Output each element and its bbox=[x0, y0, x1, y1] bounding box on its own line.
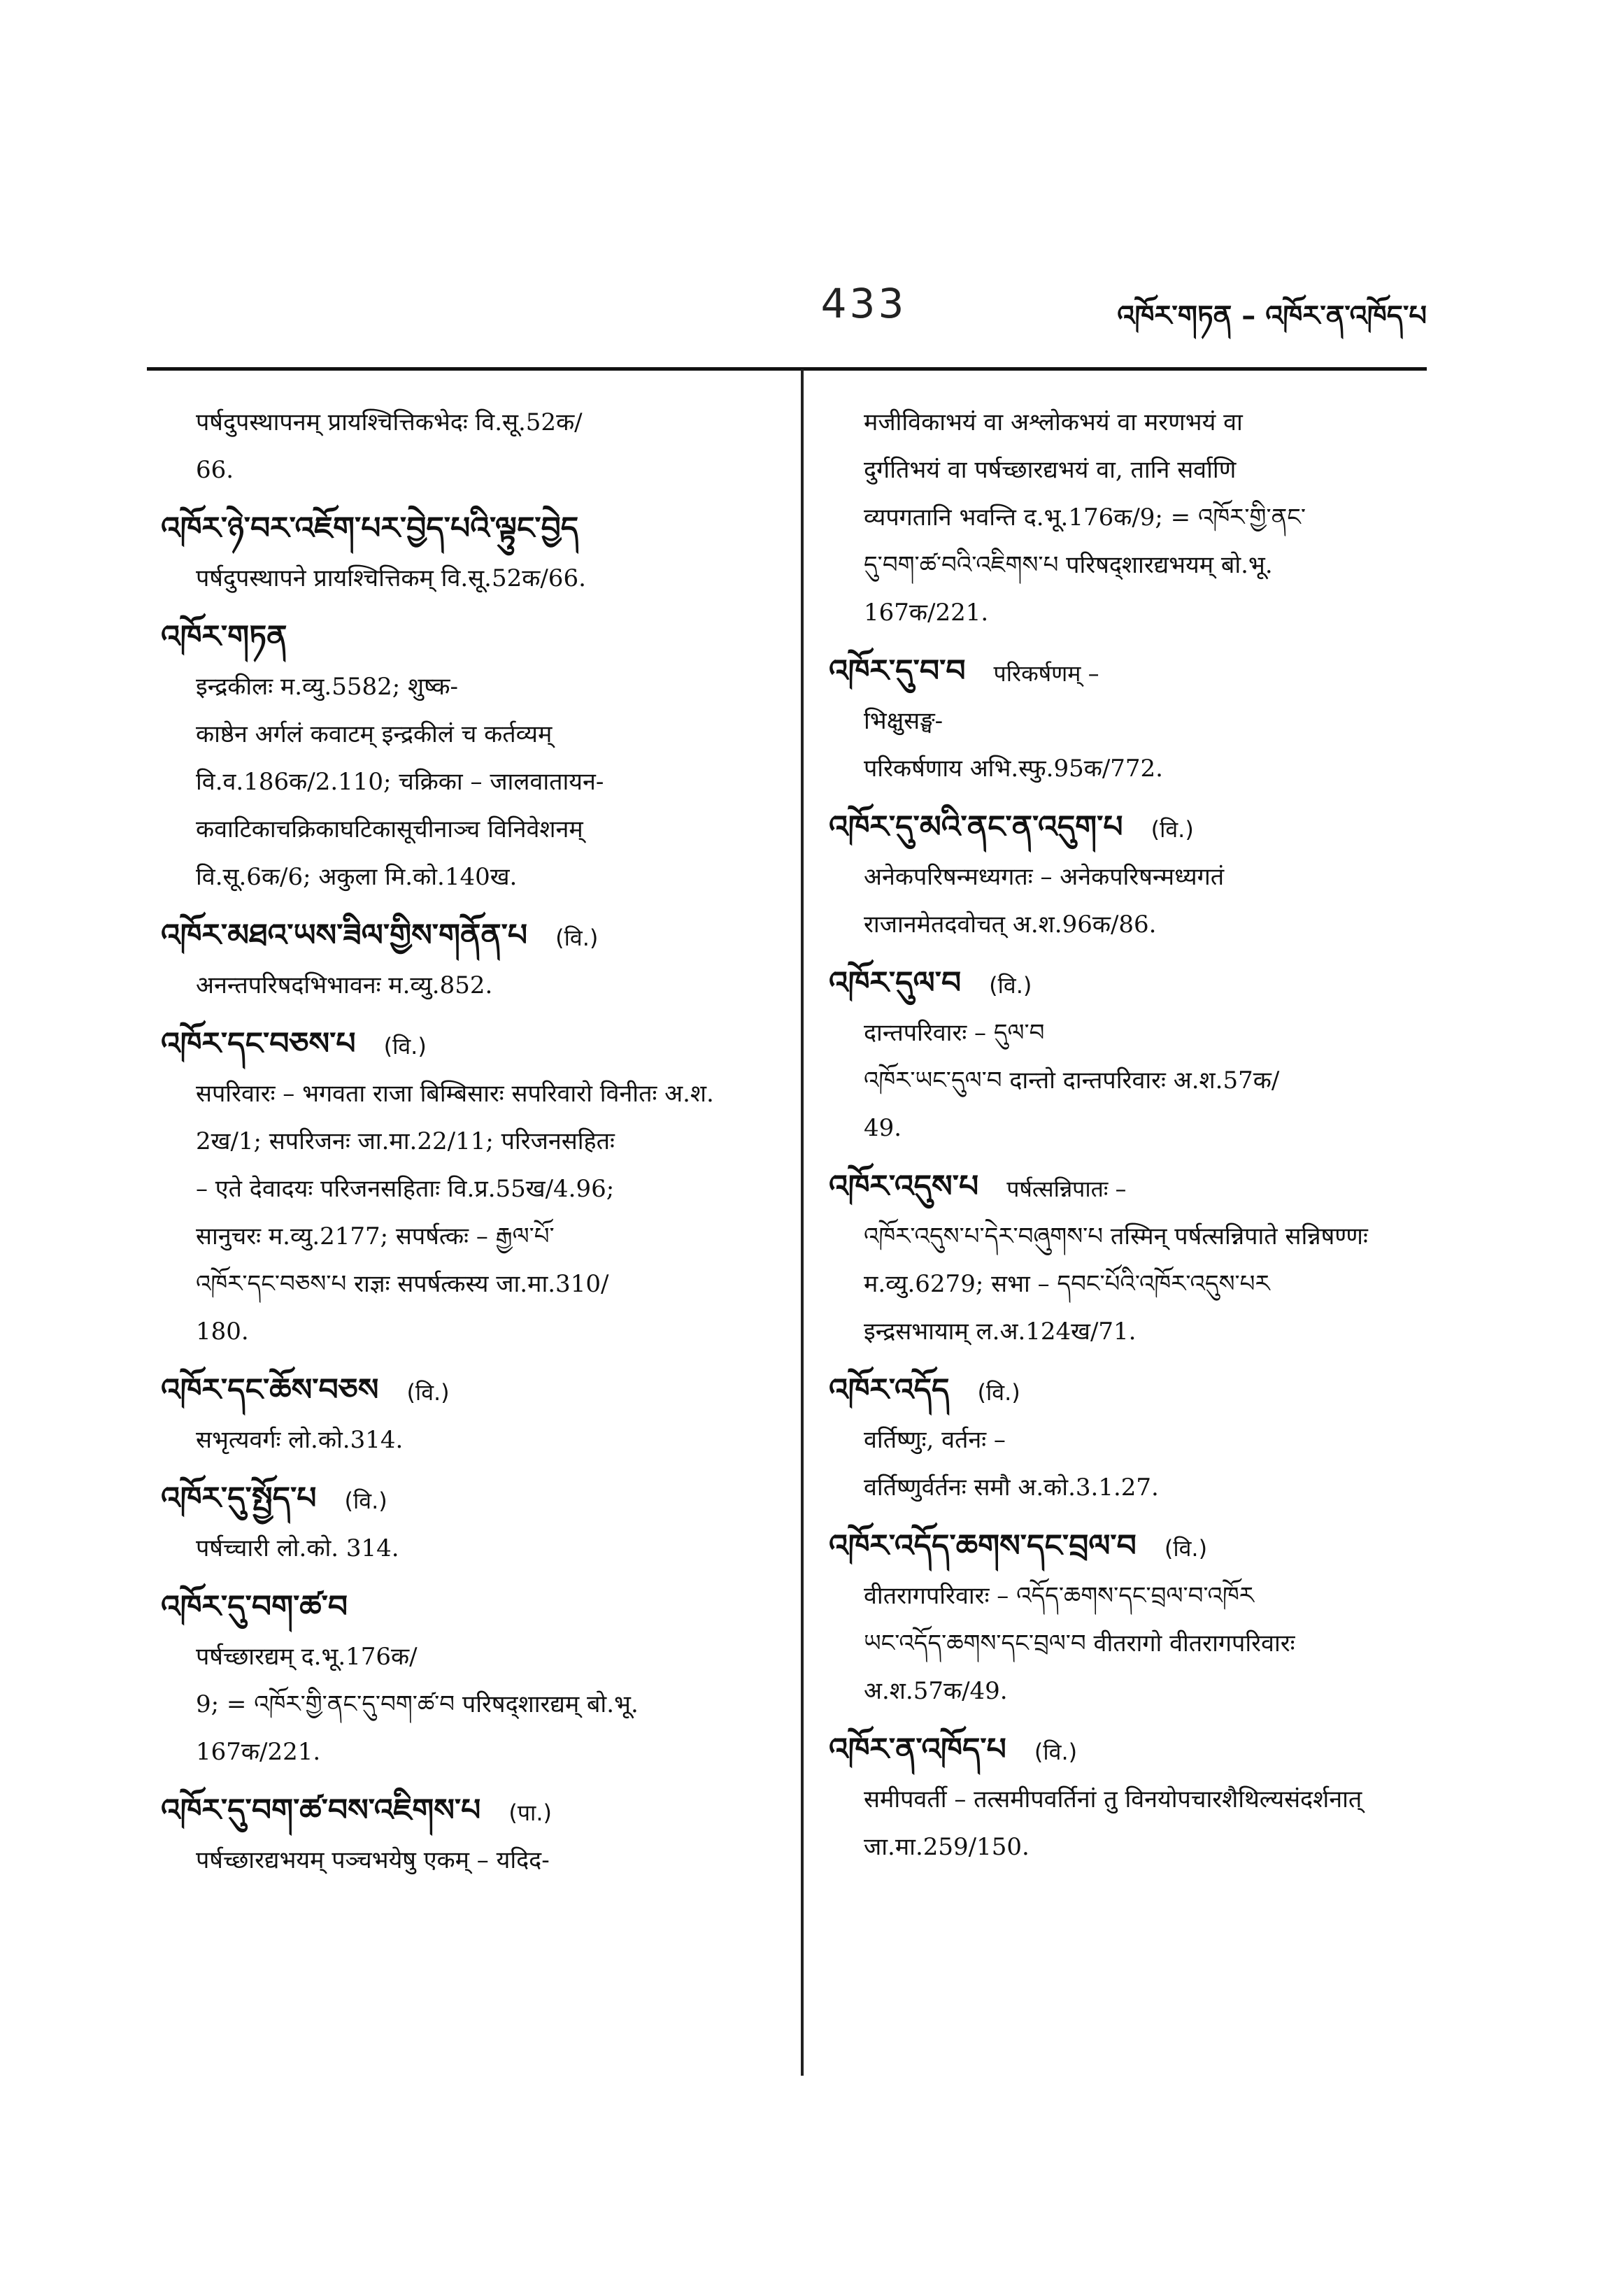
column-divider bbox=[801, 369, 804, 2076]
page-number: 433 bbox=[820, 280, 907, 327]
entry-line: पर्षच्चारी लो.को. 314. bbox=[196, 1534, 399, 1562]
entry-line: 167क/221. bbox=[864, 599, 989, 627]
entry-line: 2ख/1; सपरिजनः जा.मा.22/11; परिजनसहितः bbox=[196, 1127, 615, 1155]
header-rule bbox=[147, 367, 1427, 371]
dictionary-entry bbox=[161, 504, 790, 602]
entry-line: अ.श.57क/49. bbox=[864, 1677, 1008, 1705]
entry-line: पर्षदुपस्थापनम् प्रायश्चित्तिकभेदः वि.सू.52क/ bbox=[196, 408, 583, 436]
entry-line: जा.मा.259/150. bbox=[864, 1833, 1030, 1861]
entry-grammar-tag: पर्षत्सन्निपातः – bbox=[1006, 1176, 1127, 1202]
entry-line: राजानमेतदवोचत् अ.श.96क/86. bbox=[864, 911, 1157, 939]
entry-headword: འཁོར་གཏན bbox=[161, 619, 287, 655]
entry-grammar-tag: (वि.) bbox=[1164, 1535, 1208, 1562]
entry-line: अनेकपरिषन्मध्यगतः – अनेकपरिषन्मध्यगतं bbox=[864, 863, 1225, 891]
dictionary-entry bbox=[829, 1521, 1430, 1715]
entry-line: वीतरागपरिवारः – འདོད་ཆགས་དང་བྲལ་བ་འཁོར bbox=[864, 1582, 1254, 1610]
entry-headword: འཁོར་འདོད་ཆགས་དང་བྲལ་བ bbox=[829, 1528, 1137, 1564]
right-column bbox=[829, 399, 1430, 1881]
entry-grammar-tag: परिकर्षणम् – bbox=[993, 660, 1099, 687]
dictionary-entry bbox=[829, 1365, 1430, 1511]
entry-line: मजीविकाभयं वा अश्लोकभयं वा मरणभयं वा bbox=[864, 408, 1243, 436]
dictionary-entry bbox=[829, 802, 1430, 948]
dictionary-entry bbox=[161, 1019, 790, 1355]
entry-line: 167क/221. bbox=[196, 1738, 321, 1766]
dictionary-entry bbox=[161, 612, 790, 901]
left-column bbox=[161, 399, 790, 1894]
dictionary-entry bbox=[161, 1785, 790, 1884]
dictionary-entry bbox=[829, 958, 1430, 1152]
entry-line: कवाटिकाचक्रिकाघटिकासूचीनाञ्च विनिवेशनम् bbox=[196, 815, 583, 843]
entry-line: इन्द्रकीलः म.व्यु.5582; शुष्क- bbox=[196, 673, 459, 701]
entry-line: अनन्तपरिषदभिभावनः म.व्यु.852. bbox=[196, 971, 493, 999]
entry-headword: འཁོར་དུ་བག་ཚ་བས་འཇིགས་པ bbox=[161, 1792, 481, 1828]
entry-headword: འཁོར་དུ་མའི་ནང་ན་འདུག་པ bbox=[829, 809, 1123, 845]
entry-grammar-tag: (वि.) bbox=[406, 1379, 450, 1406]
entry-line: 9; = འཁོར་གྱི་ནང་དུ་བག་ཚ་བ परिषद्शारद्यम् बो.भू. bbox=[196, 1690, 639, 1718]
entry-line: वि.सू.6क/6; अकुला मि.को.140ख. bbox=[196, 863, 518, 891]
page-header bbox=[147, 280, 1427, 357]
dictionary-entry bbox=[829, 646, 1430, 792]
entry-line: भिक्षुसङ्घ- bbox=[864, 707, 943, 735]
entry-headword: འཁོར་དང་བཅས་པ bbox=[161, 1026, 356, 1062]
entry-line: འཁོར་དང་བཅས་པ राज्ञः सपर्षत्कस्य जा.मा.310/ bbox=[196, 1270, 609, 1298]
dictionary-entry bbox=[161, 911, 790, 1009]
entry-grammar-tag: (वि.) bbox=[555, 925, 599, 951]
entry-line: पर्षदुपस्थापने प्रायश्चित्तिकम् वि.सू.52क/66. bbox=[196, 564, 586, 592]
entry-grammar-tag: (वि.) bbox=[1151, 816, 1194, 843]
entry-line: འཁོར་ཡང་དུལ་བ दान्तो दान्तपरिवारः अ.श.57क/ bbox=[864, 1067, 1280, 1094]
entry-line: समीपवर्ती – तत्समीपवर्तिनां तु विनयोपचारशैथिल्यसंदर्शनात् bbox=[864, 1785, 1362, 1813]
entry-line: 49. bbox=[864, 1114, 902, 1142]
dictionary-entry bbox=[161, 1582, 790, 1776]
entry-grammar-tag: (वि.) bbox=[344, 1488, 387, 1514]
dictionary-entry bbox=[829, 1162, 1430, 1355]
entry-line: पर्षच्छारद्यभयम् पञ्चभयेषु एकम् – यदिद- bbox=[196, 1846, 550, 1874]
entry-headword: འཁོར་དུ་བ་བ bbox=[829, 653, 966, 689]
entry-headword: འཁོར་དུལ་བ bbox=[829, 965, 962, 1001]
entry-headword: འཁོར་འདོད bbox=[829, 1372, 950, 1408]
entry-line: वर्तिष्णुर्वर्तनः समौ अ.को.3.1.27. bbox=[864, 1474, 1159, 1502]
dictionary-entry bbox=[829, 1725, 1430, 1871]
entry-line: वि.व.186क/2.110; चक्रिका – जालवातायन- bbox=[196, 768, 604, 796]
entry-headword: འཁོར་ཉེ་བར་འཇོག་པར་བྱེད་པའི་ལྟུང་བྱེད bbox=[161, 511, 579, 546]
entry-line: दुर्गतिभयं वा पर्षच्छारद्यभयं वा, तानि सर्वाणि bbox=[864, 456, 1237, 484]
entry-line: ཡང་འདོད་ཆགས་དང་བྲལ་བ वीतरागो वीतरागपरिवारः bbox=[864, 1630, 1295, 1657]
dictionary-entry bbox=[161, 1365, 790, 1464]
entry-line: सभृत्यवर्गः लो.को.314. bbox=[196, 1426, 404, 1454]
entry-headword: འཁོར་མཐའ་ཡས་ཟིལ་གྱིས་གནོན་པ bbox=[161, 918, 528, 953]
entry-line: 180. bbox=[196, 1318, 249, 1346]
entry-line: इन्द्रसभायाम् ल.अ.124ख/71. bbox=[864, 1318, 1137, 1346]
entry-line: व्यपगतानि भवन्ति द.भू.176क/9; = འཁོར་གྱི་ནང་ bbox=[864, 504, 1306, 532]
entry-line: འཁོར་འདུས་པ་དེར་བཞུགས་པ तस्मिन् पर्षत्सन्निपाते सन्निषण्णः bbox=[864, 1222, 1368, 1250]
entry-line: – एते देवादयः परिजनसहिताः वि.प्र.55ख/4.96; bbox=[196, 1175, 615, 1203]
dictionary-entry bbox=[829, 399, 1430, 636]
entry-line: वर्तिष्णुः, वर्तनः – bbox=[864, 1426, 1006, 1454]
entry-grammar-tag: (पा.) bbox=[508, 1799, 552, 1826]
entry-line: सपरिवारः – भगवता राजा बिम्बिसारः सपरिवारो विनीतः अ.श. bbox=[196, 1080, 714, 1108]
entry-grammar-tag: (वि.) bbox=[383, 1033, 427, 1060]
entry-grammar-tag: (वि.) bbox=[989, 972, 1032, 999]
entry-line: परिकर्षणाय अभि.स्फु.95क/772. bbox=[864, 755, 1163, 783]
entry-grammar-tag: (वि.) bbox=[977, 1379, 1020, 1406]
entry-headword: འཁོར་དང་ཆོས་བཅས bbox=[161, 1372, 379, 1408]
entry-line: पर्षच्छारद्यम् द.भू.176क/ bbox=[196, 1643, 418, 1671]
entry-grammar-tag: (वि.) bbox=[1034, 1739, 1078, 1765]
entry-line: 66. bbox=[196, 456, 234, 484]
entry-line: काष्ठेन अर्गलं कवाटम् इन्द्रकीलं च कर्तव्यम् bbox=[196, 720, 553, 748]
dictionary-entry bbox=[161, 1474, 790, 1572]
entry-headword: འཁོར་འདུས་པ bbox=[829, 1169, 979, 1204]
entry-line: དུ་བག་ཚ་བའི་འཇིགས་པ परिषद्शारद्यभयम् बो.भू. bbox=[864, 551, 1273, 579]
entry-line: सानुचरः म.व्यु.2177; सपर्षत्कः – རྒྱལ་པོ་ bbox=[196, 1222, 555, 1250]
entry-headword: འཁོར་དུ་སྤྱོད་པ bbox=[161, 1481, 317, 1516]
dictionary-entry bbox=[161, 399, 790, 494]
running-head: འཁོར་གཏན – འཁོར་ན་འཁོད་པ bbox=[1117, 300, 1427, 332]
entry-headword: འཁོར་ན་འཁོད་པ bbox=[829, 1732, 1006, 1767]
entry-line: दान्तपरिवारः – དུལ་བ bbox=[864, 1019, 1045, 1047]
entry-line: म.व्यु.6279; सभा – དབང་པོའི་འཁོར་འདུས་པར bbox=[864, 1270, 1270, 1298]
entry-headword: འཁོར་དུ་བག་ཚ་བ bbox=[161, 1589, 348, 1625]
